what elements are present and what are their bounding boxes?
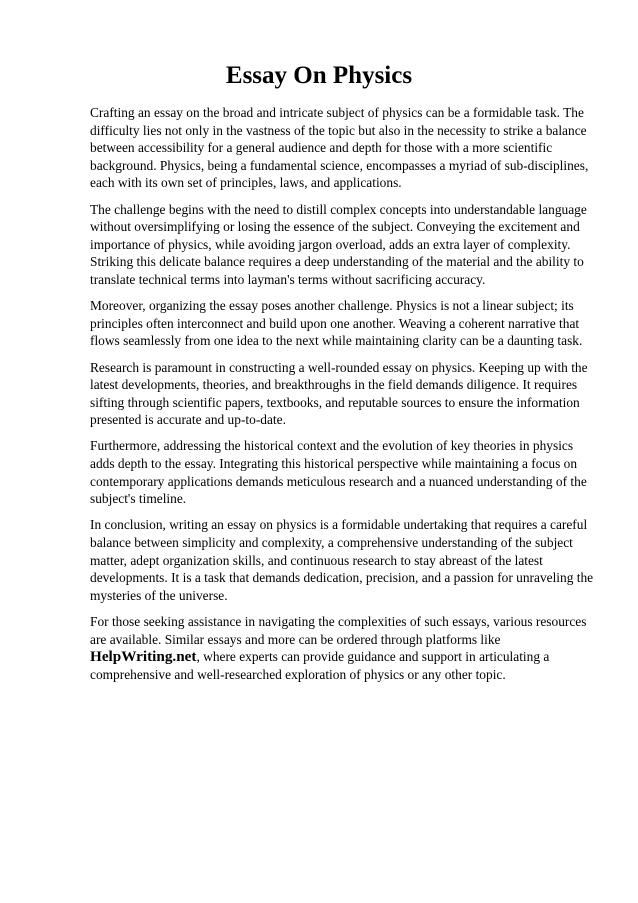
closing-paragraph bbox=[90, 613, 595, 683]
essay-body bbox=[90, 104, 595, 692]
paragraph: Moreover, organizing the essay poses another challenge. Physics is not a linear subject; its principles often interconnect and build upon one another. Weaving a coherent narrative that flows seamlessly from one idea to the next while maintaining clarity can be a daunting task. bbox=[90, 298, 583, 349]
paragraph: Crafting an essay on the broad and intricate subject of physics can be a formidable task. The difficulty lies not only in the vastness of the topic but also in the necessity to strike a balance between accessibility for a general audience and depth for those with a more scientific background. Physics, being a fundamental science, encompasses a myriad of sub-disciplines, each with its own set of principles, laws, and applications. bbox=[90, 105, 589, 191]
paragraph: The challenge begins with the need to distill complex concepts into understandable language without oversimplifying or losing the essence of the subject. Conveying the excitement and importance of physics, while avoiding jargon overload, adds an extra layer of complexity. Striking this delicate balance requires a deep understanding of the material and the ability to translate technical terms into layman's terms without sacrificing accuracy. bbox=[90, 201, 587, 287]
paragraph: Furthermore, addressing the historical context and the evolution of key theories in physics adds depth to the essay. Integrating this historical perspective while maintaining a focus on contemporary applications demands meticulous research and a nuanced understanding of the subject's timeline. bbox=[90, 438, 587, 507]
closing-text-after-link: , where experts can provide guidance and support in articulating a comprehensive and well-researched exploration of physics or any other topic. bbox=[90, 649, 550, 682]
page-title: Essay On Physics bbox=[225, 62, 413, 89]
paragraph: Research is paramount in constructing a well-rounded essay on physics. Keeping up with the latest developments, theories, and breakthroughs in the field demands diligence. It requires sifting through scientific papers, textbooks, and reputable sources to ensure the information presented is accurate and up-to-date. bbox=[90, 359, 588, 428]
closing-text-before-link: For those seeking assistance in navigating the complexities of such essays, various resources are available. Similar essays and more can be ordered through platforms like bbox=[90, 614, 587, 647]
helpwriting-link[interactable]: HelpWriting.net bbox=[90, 648, 197, 666]
paragraph: In conclusion, writing an essay on physics is a formidable undertaking that requires a careful balance between simplicity and complexity, a comprehensive understanding of the subject matter, adept organization skills, and continuous research to stay abreast of the latest developments. It is a task that demands dedication, precision, and a passion for unraveling the mysteries of the universe. bbox=[90, 517, 594, 603]
